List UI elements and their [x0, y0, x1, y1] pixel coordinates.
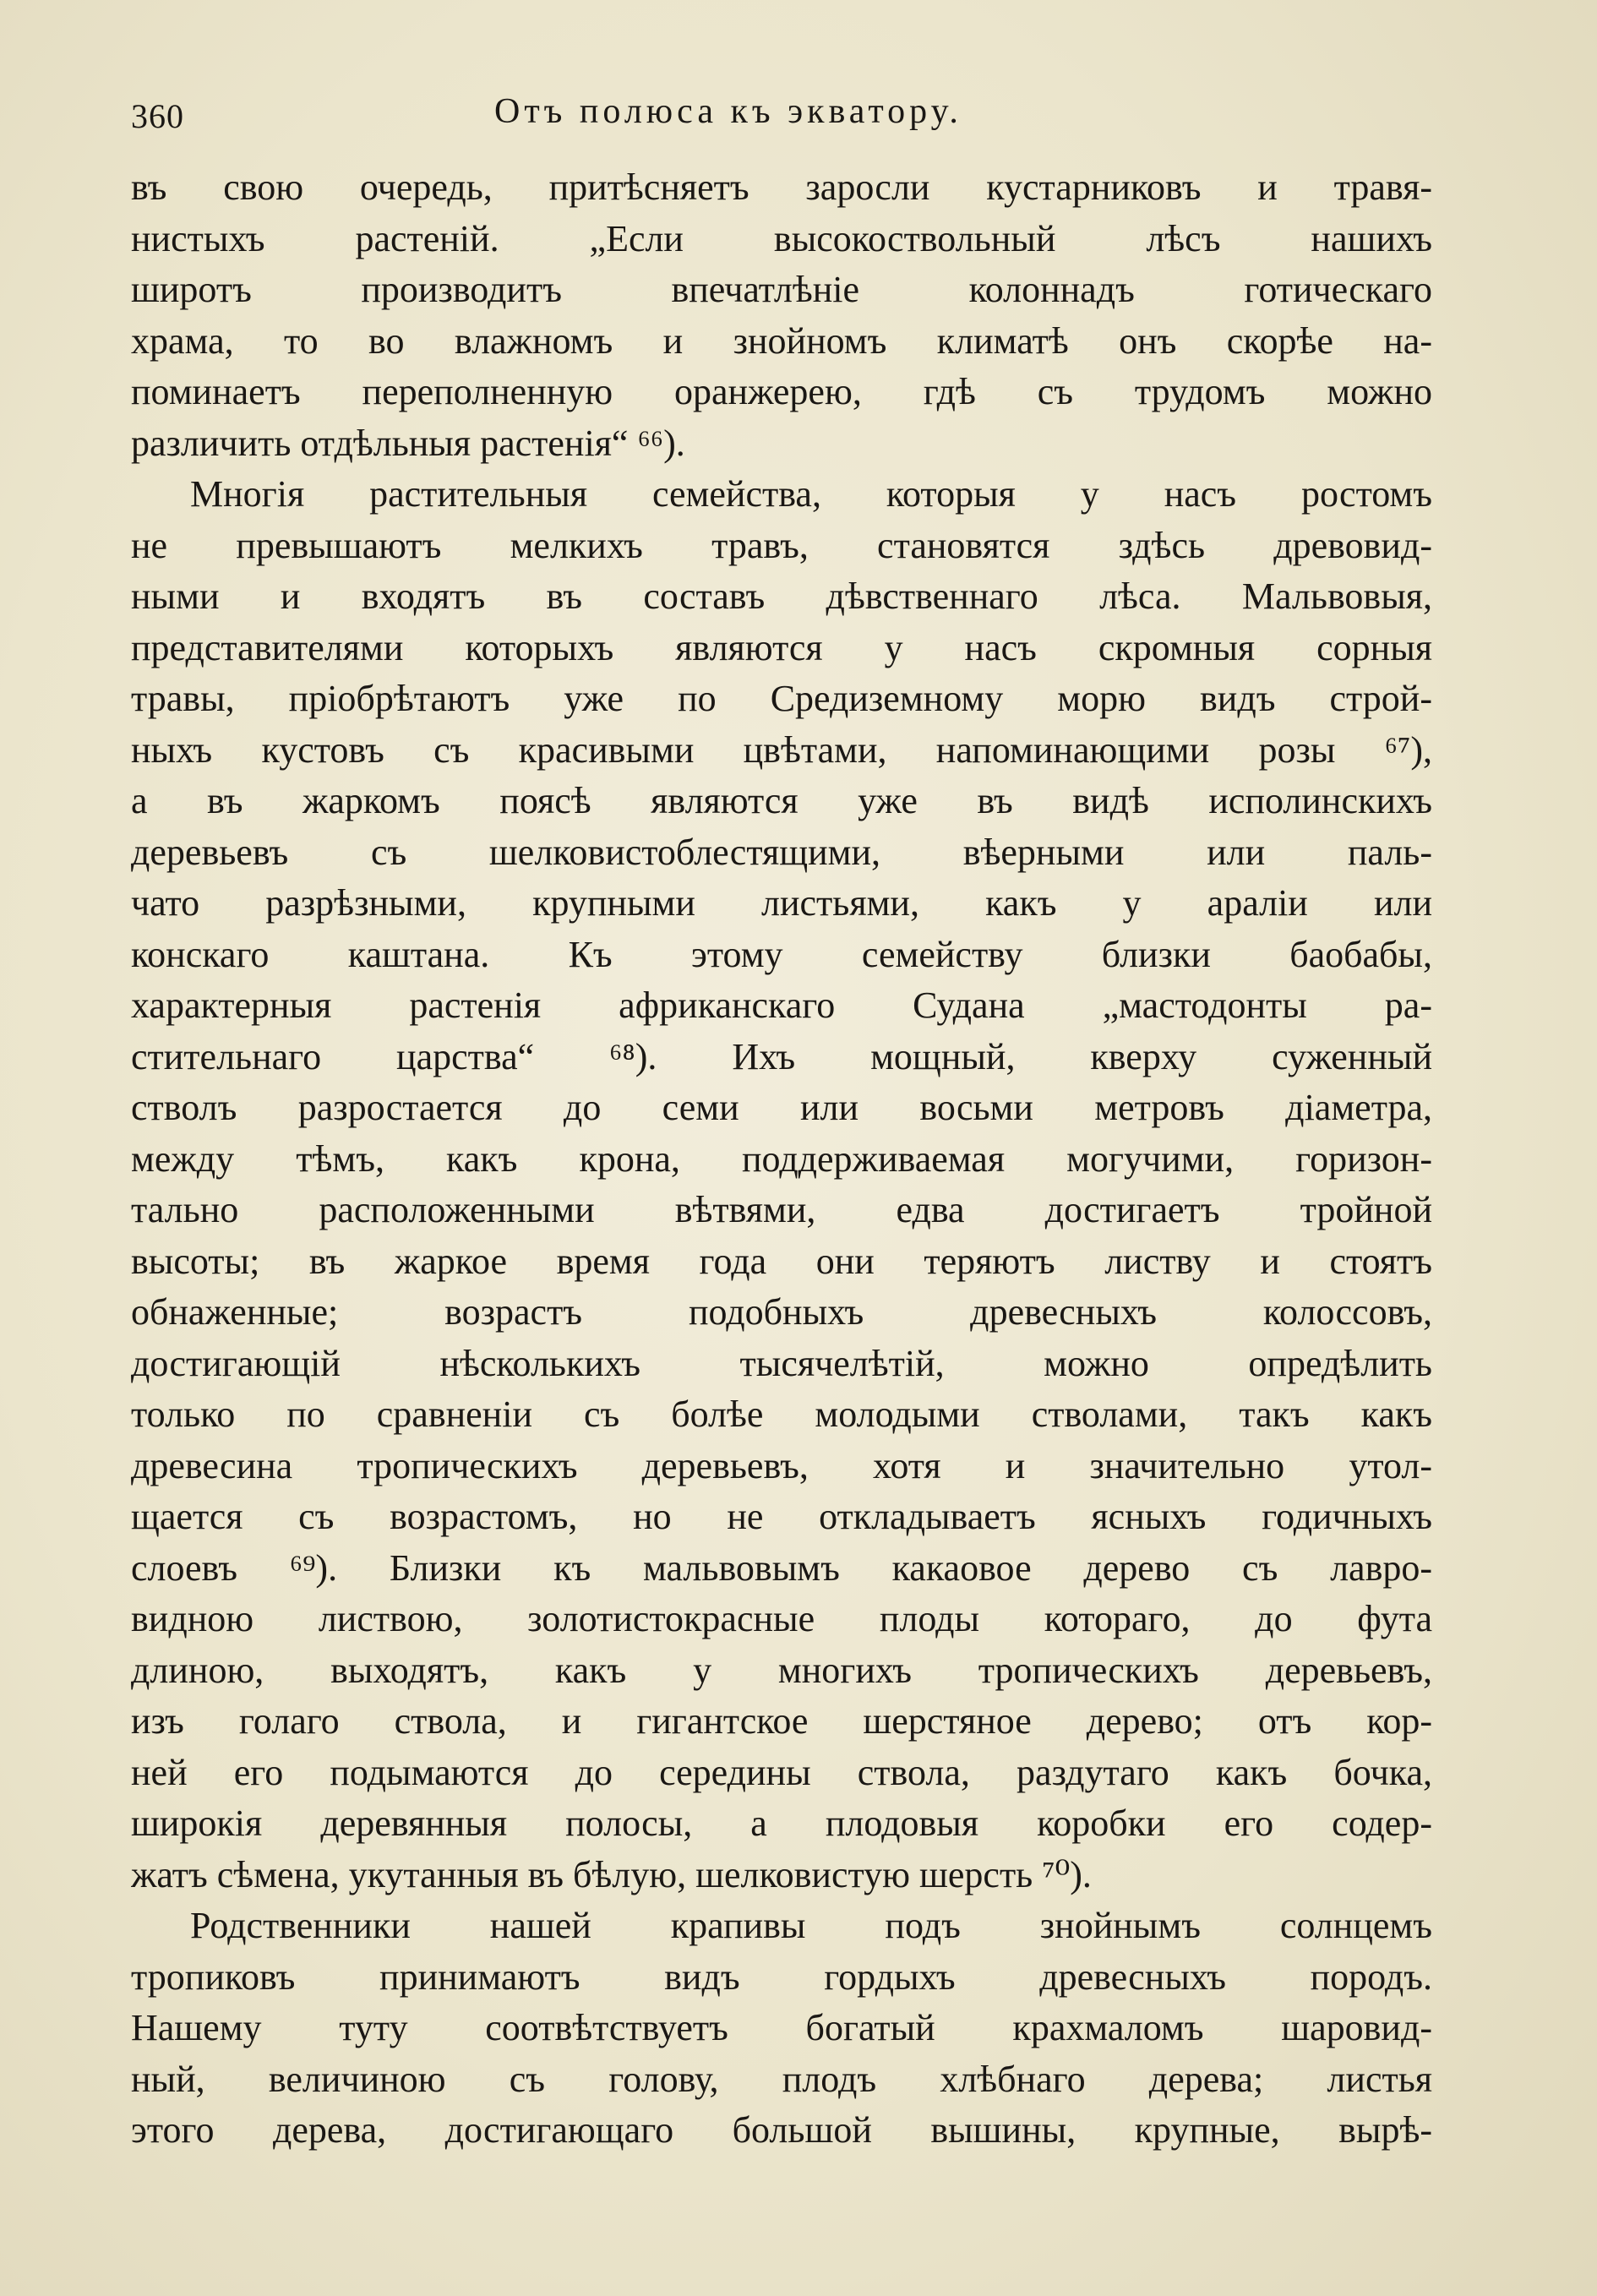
text-line: а въ жаркомъ поясѣ являются уже въ видѣ исполинскихъ — [131, 780, 1432, 821]
text-line: Нашему туту соотвѣтствуетъ богатый крахмаломъ шаровид- — [131, 2007, 1432, 2048]
text-line: длиною, выходятъ, какъ у многихъ тропическихъ деревьевъ, — [131, 1649, 1432, 1691]
running-title: Отъ полюса къ экватору. — [494, 92, 962, 131]
text-line: тропиковъ принимаютъ видъ гордыхъ древесныхъ породъ. — [131, 1955, 1432, 1998]
text-line: обнаженные; возрастъ подобныхъ древесныхъ колоссовъ, — [131, 1291, 1432, 1333]
text-line: видною листвою, золотистокрасные плоды котораго, до фута — [131, 1598, 1432, 1639]
text-line: между тѣмъ, какъ крона, поддерживаемая могучими, горизон- — [131, 1137, 1432, 1180]
text-line: Родственники нашей крапивы подъ знойнымъ солнцемъ — [190, 1905, 1432, 1946]
text-line: изъ голаго ствола, и гигантское шерстяное дерево; отъ кор- — [131, 1700, 1432, 1742]
text-line: широтъ производитъ впечатлѣніе колоннадъ готическаго — [131, 269, 1432, 310]
text-line: тально расположенными вѣтвями, едва достигаетъ тройной — [131, 1189, 1432, 1230]
text-line: конскаго каштана. Къ этому семейству близки баобабы, — [131, 933, 1432, 975]
text-line: чато разрѣзными, крупными листьями, какъ у араліи или — [131, 882, 1432, 924]
text-line: характерныя растенія африканскаго Судана „мастодонты ра- — [131, 984, 1432, 1026]
running-head — [131, 91, 1432, 142]
text-line: поминаетъ переполненную оранжерею, гдѣ съ трудомъ можно — [131, 371, 1432, 412]
text-line: деревьевъ съ шелковистоблестящими, вѣерными или паль- — [131, 831, 1432, 873]
text-line: не превышаютъ мелкихъ травъ, становятся здѣсь древовид- — [131, 524, 1432, 566]
text-line: широкія деревянныя полосы, а плодовыя коробки его содер- — [131, 1802, 1432, 1844]
text-line: стволъ разростается до семи или восьми метровъ діаметра, — [131, 1087, 1432, 1128]
text-line: жатъ сѣмена, укутанныя въ бѣлую, шелковистую шерсть ⁷⁰). — [131, 1853, 1092, 1895]
text-line: высоты; въ жаркое время года они теряютъ листву и стоятъ — [131, 1240, 1432, 1282]
text-line: ныхъ кустовъ съ красивыми цвѣтами, напоминающими розы ⁶⁷), — [131, 728, 1432, 771]
text-line: древесина тропическихъ деревьевъ, хотя и значительно утол- — [131, 1444, 1432, 1486]
text-line: этого дерева, достигающаго большой вышины, крупные, вырѣ- — [131, 2109, 1432, 2151]
text-line: представителями которыхъ являются у насъ скромныя сорныя — [131, 626, 1432, 668]
text-line: стительнаго царства“ ⁶⁸). Ихъ мощный, кверху суженный — [131, 1035, 1432, 1077]
text-line: храма, то во влажномъ и знойномъ климатѣ онъ скорѣе на- — [131, 319, 1432, 362]
text-line: нистыхъ растеній. „Если высокоствольный лѣсъ нашихъ — [131, 217, 1432, 259]
text-line: только по сравненіи съ болѣе молодыми стволами, такъ какъ — [131, 1393, 1432, 1435]
page-number: 360 — [131, 97, 184, 135]
text-line: Многія растительныя семейства, которыя у насъ ростомъ — [190, 473, 1432, 515]
text-line: ными и входятъ въ составъ дѣвственнаго лѣса. Мальвовыя, — [131, 575, 1432, 617]
text-line: различить отдѣльныя растенія“ ⁶⁶). — [131, 422, 685, 464]
text-line: ный, величиною съ голову, плодъ хлѣбнаго дерева; листья — [131, 2058, 1432, 2100]
text-line: щается съ возрастомъ, но не откладываетъ ясныхъ годичныхъ — [131, 1496, 1432, 1537]
text-line: травы, пріобрѣтаютъ уже по Средиземному морю видъ строй- — [131, 678, 1432, 719]
text-line: въ свою очередь, притѣсняетъ заросли кустарниковъ и травя- — [131, 166, 1432, 208]
body-text — [131, 162, 1432, 2157]
text-line: достигающій нѣсколькихъ тысячелѣтій, можно опредѣлить — [131, 1342, 1432, 1384]
text-line: ней его подымаются до середины ствола, раздутаго какъ бочка, — [131, 1751, 1432, 1793]
text-line: слоевъ ⁶⁹). Близки къ мальвовымъ какаовое дерево съ лавро- — [131, 1546, 1432, 1589]
